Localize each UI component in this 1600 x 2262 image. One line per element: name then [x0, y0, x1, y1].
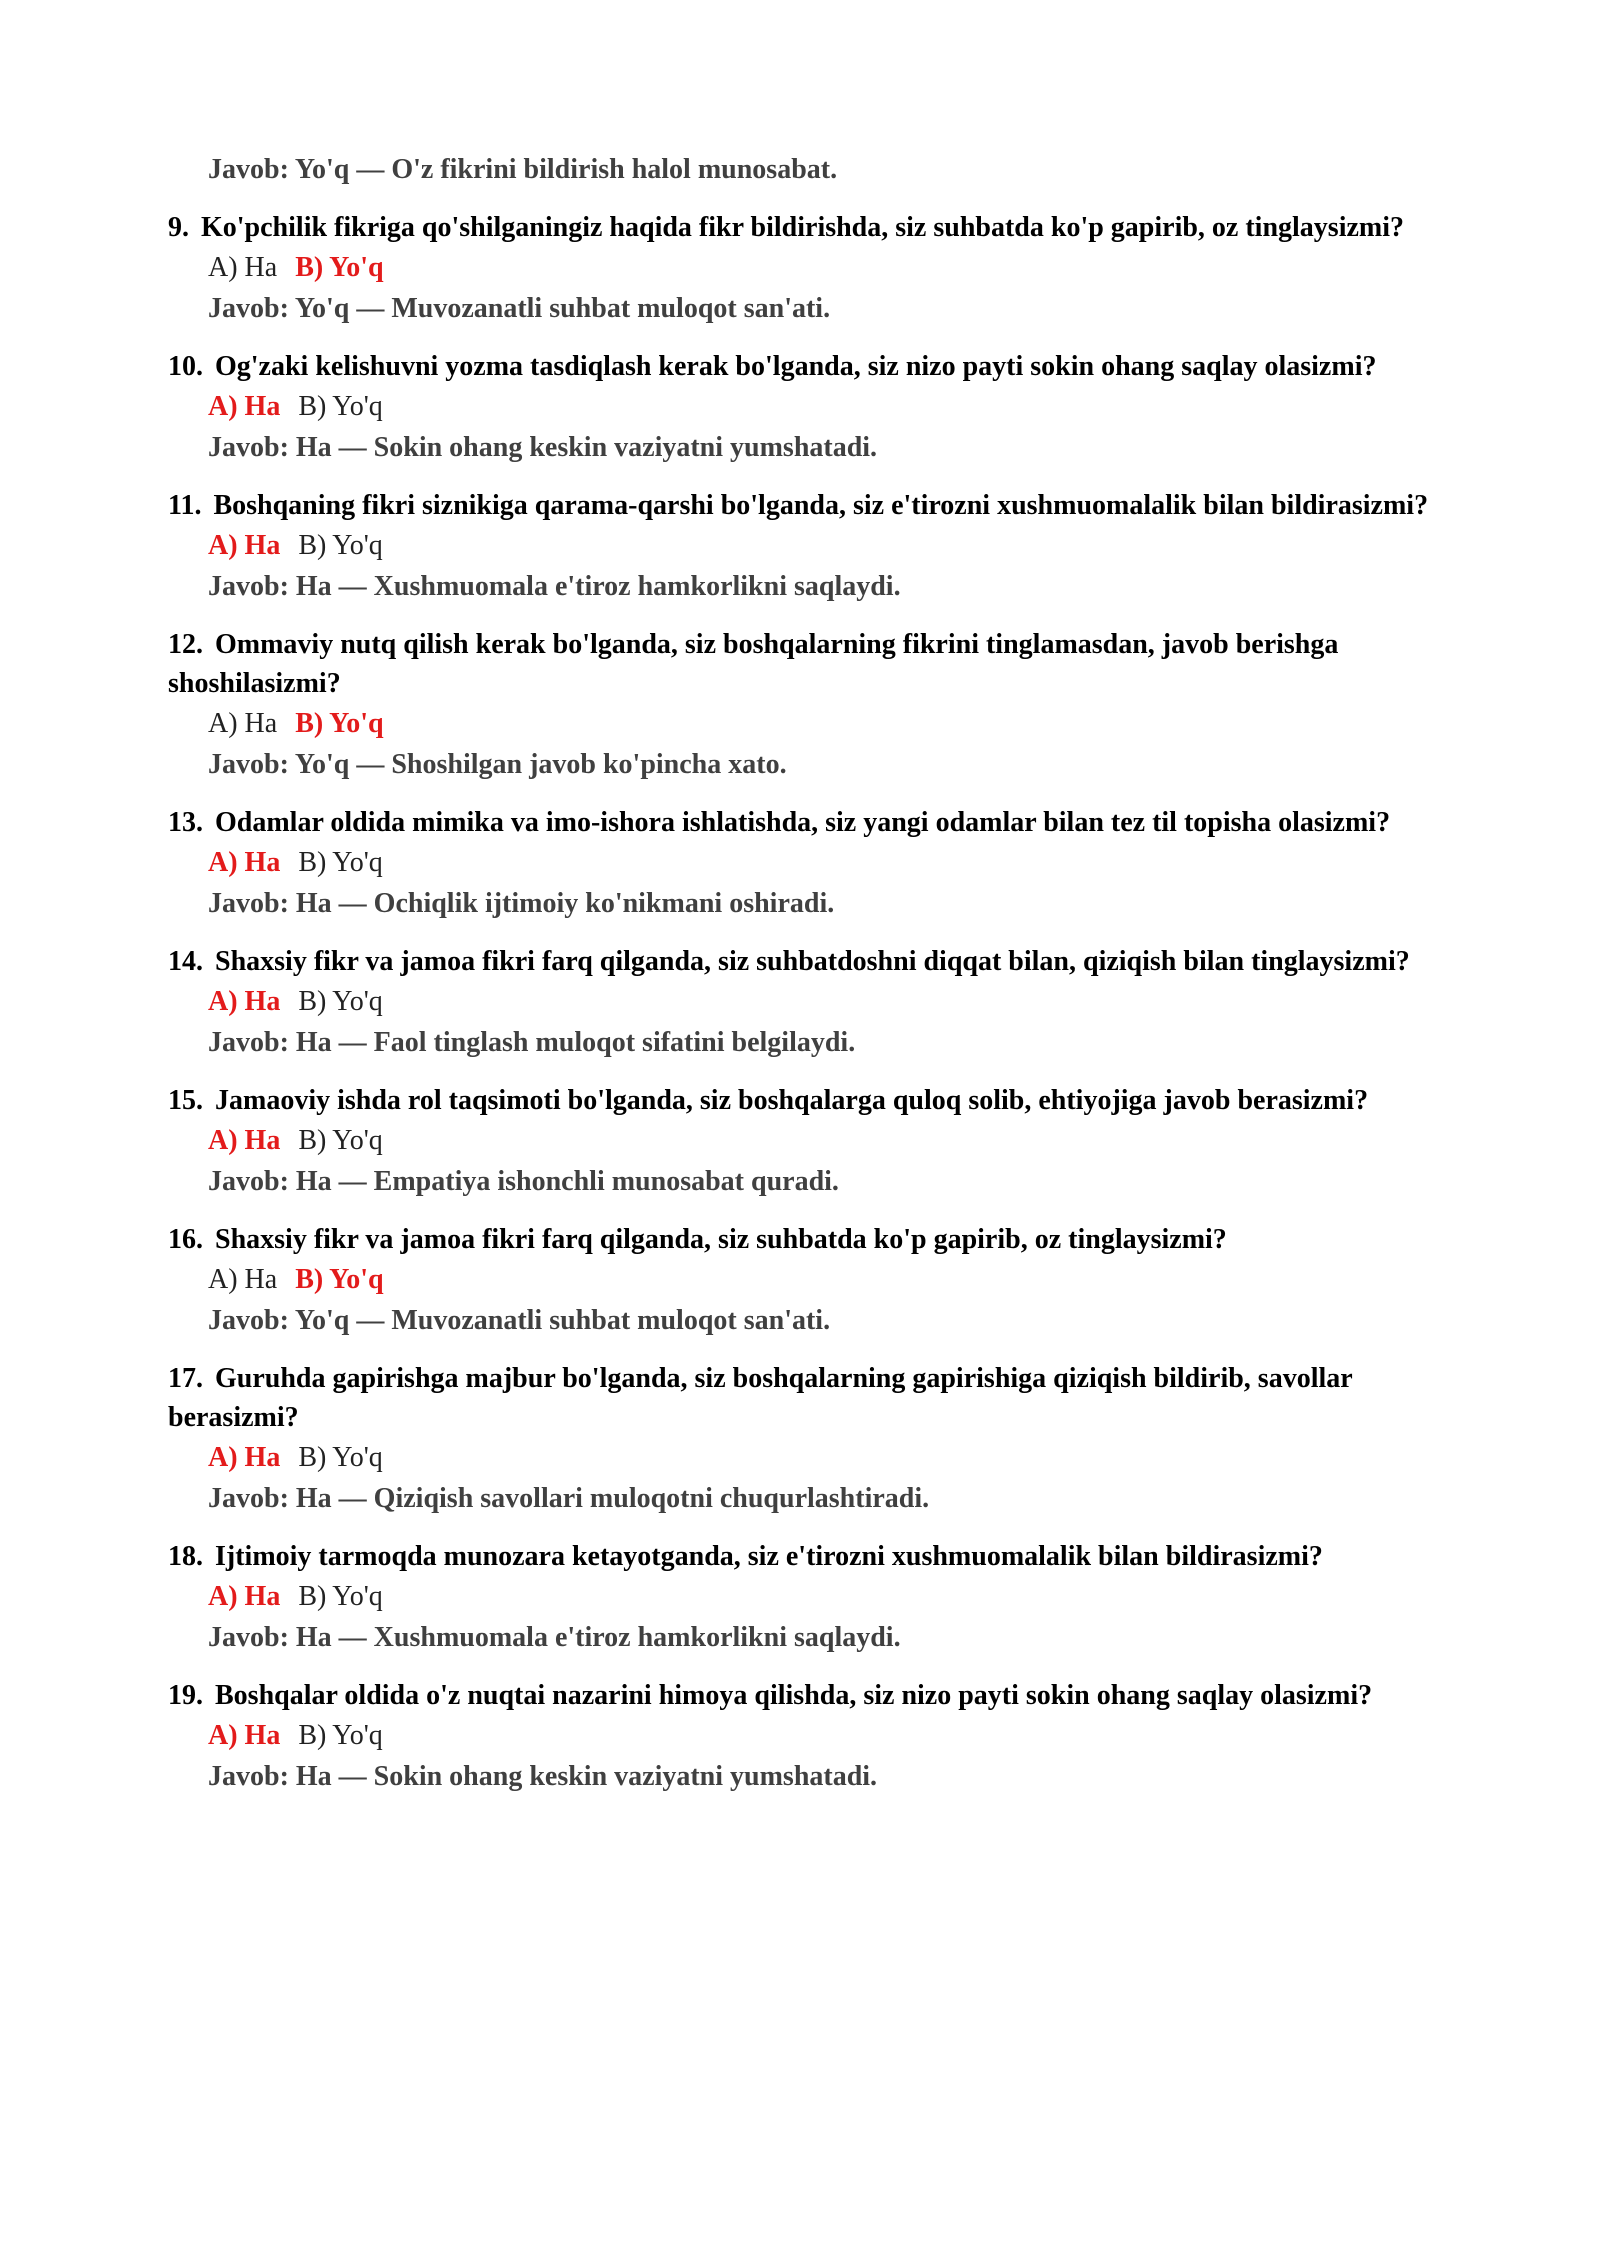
question-body: Boshqaning fikri siznikiga qarama-qarshi bo'lganda, siz e'tirozni xushmuomalalik bilan bildirasizmi?: [213, 490, 1429, 521]
option-b: B) Yo'q: [295, 1264, 384, 1295]
answer-options: [208, 981, 1440, 1023]
answer-explanation: Javob: Ha — Ochiqlik ijtimoiy ko'nikmani oshiradi.: [208, 888, 835, 919]
option-a: A) Ha: [208, 847, 281, 878]
question-body: Ijtimoiy tarmoqda munozara ketayotganda, siz e'tirozni xushmuomalalik bilan bildirasizmi?: [215, 1541, 1323, 1572]
question-text: [168, 1359, 1440, 1437]
answer-explanation: Javob: Yo'q — Muvozanatli suhbat muloqot san'ati.: [208, 1305, 831, 1336]
answer-options: [208, 386, 1440, 428]
option-b: B) Yo'q: [298, 847, 383, 878]
question-body: Shaxsiy fikr va jamoa fikri farq qilganda, siz suhbatda ko'p gapirib, oz tinglaysizmi?: [215, 1224, 1227, 1255]
question-item: [168, 803, 1440, 924]
answer-options: [208, 1120, 1440, 1162]
question-text: [168, 486, 1440, 525]
question-item: [168, 208, 1440, 329]
option-b: B) Yo'q: [298, 1125, 383, 1156]
question-number: 16.: [168, 1224, 203, 1255]
answer-options: [208, 525, 1440, 567]
answer-options: [208, 703, 1440, 745]
question-text: [168, 803, 1440, 842]
option-a: A) Ha: [208, 1720, 281, 1751]
option-b: B) Yo'q: [298, 391, 383, 422]
option-a: A) Ha: [208, 391, 281, 422]
option-a: A) Ha: [208, 530, 281, 561]
question-text: [168, 347, 1440, 386]
question-number: 15.: [168, 1085, 203, 1116]
question-item: [168, 1081, 1440, 1202]
question-item: [168, 347, 1440, 468]
question-number: 11.: [168, 490, 202, 521]
answer-options: [208, 842, 1440, 884]
question-body: Odamlar oldida mimika va imo-ishora ishlatishda, siz yangi odamlar bilan tez til topisha olasizmi?: [215, 807, 1391, 838]
answer-options: [208, 1715, 1440, 1757]
answer-explanation: Javob: Ha — Sokin ohang keskin vaziyatni yumshatadi.: [208, 432, 878, 463]
answer-options: [208, 247, 1440, 289]
answer-explanation: Javob: Ha — Empatiya ishonchli munosabat quradi.: [208, 1166, 839, 1197]
previous-question-answer: Javob: Yo'q — O'z fikrini bildirish halol munosabat.: [208, 154, 838, 185]
question-text: [168, 208, 1440, 247]
question-body: Guruhda gapirishga majbur bo'lganda, siz boshqalarning gapirishiga qiziqish bildirib, savollar berasizmi?: [168, 1363, 1353, 1433]
option-b: B) Yo'q: [295, 252, 384, 283]
question-number: 14.: [168, 946, 203, 977]
question-item: [168, 942, 1440, 1063]
option-b: B) Yo'q: [298, 1442, 383, 1473]
question-item: [168, 1359, 1440, 1519]
answer-options: [208, 1437, 1440, 1479]
answer-explanation: Javob: Ha — Sokin ohang keskin vaziyatni yumshatadi.: [208, 1761, 878, 1792]
question-number: 13.: [168, 807, 203, 838]
question-number: 12.: [168, 629, 203, 660]
question-text: [168, 1220, 1440, 1259]
question-number: 19.: [168, 1680, 203, 1711]
question-body: Og'zaki kelishuvni yozma tasdiqlash kerak bo'lganda, siz nizo payti sokin ohang saqlay olasizmi?: [215, 351, 1377, 382]
option-a: A) Ha: [208, 1581, 281, 1612]
question-item: [168, 1676, 1440, 1797]
option-b: B) Yo'q: [295, 708, 384, 739]
answer-options: [208, 1576, 1440, 1618]
option-b: B) Yo'q: [298, 1581, 383, 1612]
question-number: 17.: [168, 1363, 203, 1394]
answer-explanation: Javob: Yo'q — Shoshilgan javob ko'pincha xato.: [208, 749, 787, 780]
option-b: B) Yo'q: [298, 986, 383, 1017]
option-b: B) Yo'q: [298, 1720, 383, 1751]
option-a: A) Ha: [208, 1264, 278, 1295]
question-item: [168, 486, 1440, 607]
option-a: A) Ha: [208, 708, 278, 739]
question-item: [168, 1220, 1440, 1341]
question-body: Boshqalar oldida o'z nuqtai nazarini himoya qilishda, siz nizo payti sokin ohang saqlay olasizmi?: [215, 1680, 1373, 1711]
question-item: [168, 625, 1440, 785]
answer-explanation: Javob: Ha — Xushmuomala e'tiroz hamkorlikni saqlaydi.: [208, 571, 901, 602]
question-text: [168, 1537, 1440, 1576]
answer-explanation: Javob: Ha — Xushmuomala e'tiroz hamkorlikni saqlaydi.: [208, 1622, 901, 1653]
question-text: [168, 1081, 1440, 1120]
question-number: 9.: [168, 212, 189, 243]
question-body: Ko'pchilik fikriga qo'shilganingiz haqida fikr bildirishda, siz suhbatda ko'p gapirib, oz tinglaysizmi?: [201, 212, 1405, 243]
answer-explanation: Javob: Ha — Qiziqish savollari muloqotni chuqurlashtiradi.: [208, 1483, 930, 1514]
option-a: A) Ha: [208, 1125, 281, 1156]
question-body: Jamaoviy ishda rol taqsimoti bo'lganda, siz boshqalarga quloq solib, ehtiyojiga javob berasizmi?: [215, 1085, 1369, 1116]
option-b: B) Yo'q: [298, 530, 383, 561]
question-body: Ommaviy nutq qilish kerak bo'lganda, siz boshqalarning fikrini tinglamasdan, javob berishga shoshilasizmi?: [168, 629, 1339, 699]
question-item: [168, 1537, 1440, 1658]
option-a: A) Ha: [208, 986, 281, 1017]
question-text: [168, 942, 1440, 981]
question-text: [168, 1676, 1440, 1715]
question-number: 10.: [168, 351, 203, 382]
answer-explanation: Javob: Ha — Faol tinglash muloqot sifatini belgilaydi.: [208, 1027, 856, 1058]
option-a: A) Ha: [208, 252, 278, 283]
question-list: [168, 208, 1440, 1797]
question-body: Shaxsiy fikr va jamoa fikri farq qilganda, siz suhbatdoshni diqqat bilan, qiziqish bilan tinglaysizmi?: [215, 946, 1410, 977]
answer-explanation: Javob: Yo'q — Muvozanatli suhbat muloqot san'ati.: [208, 293, 831, 324]
option-a: A) Ha: [208, 1442, 281, 1473]
question-text: [168, 625, 1440, 703]
question-number: 18.: [168, 1541, 203, 1572]
answer-options: [208, 1259, 1440, 1301]
